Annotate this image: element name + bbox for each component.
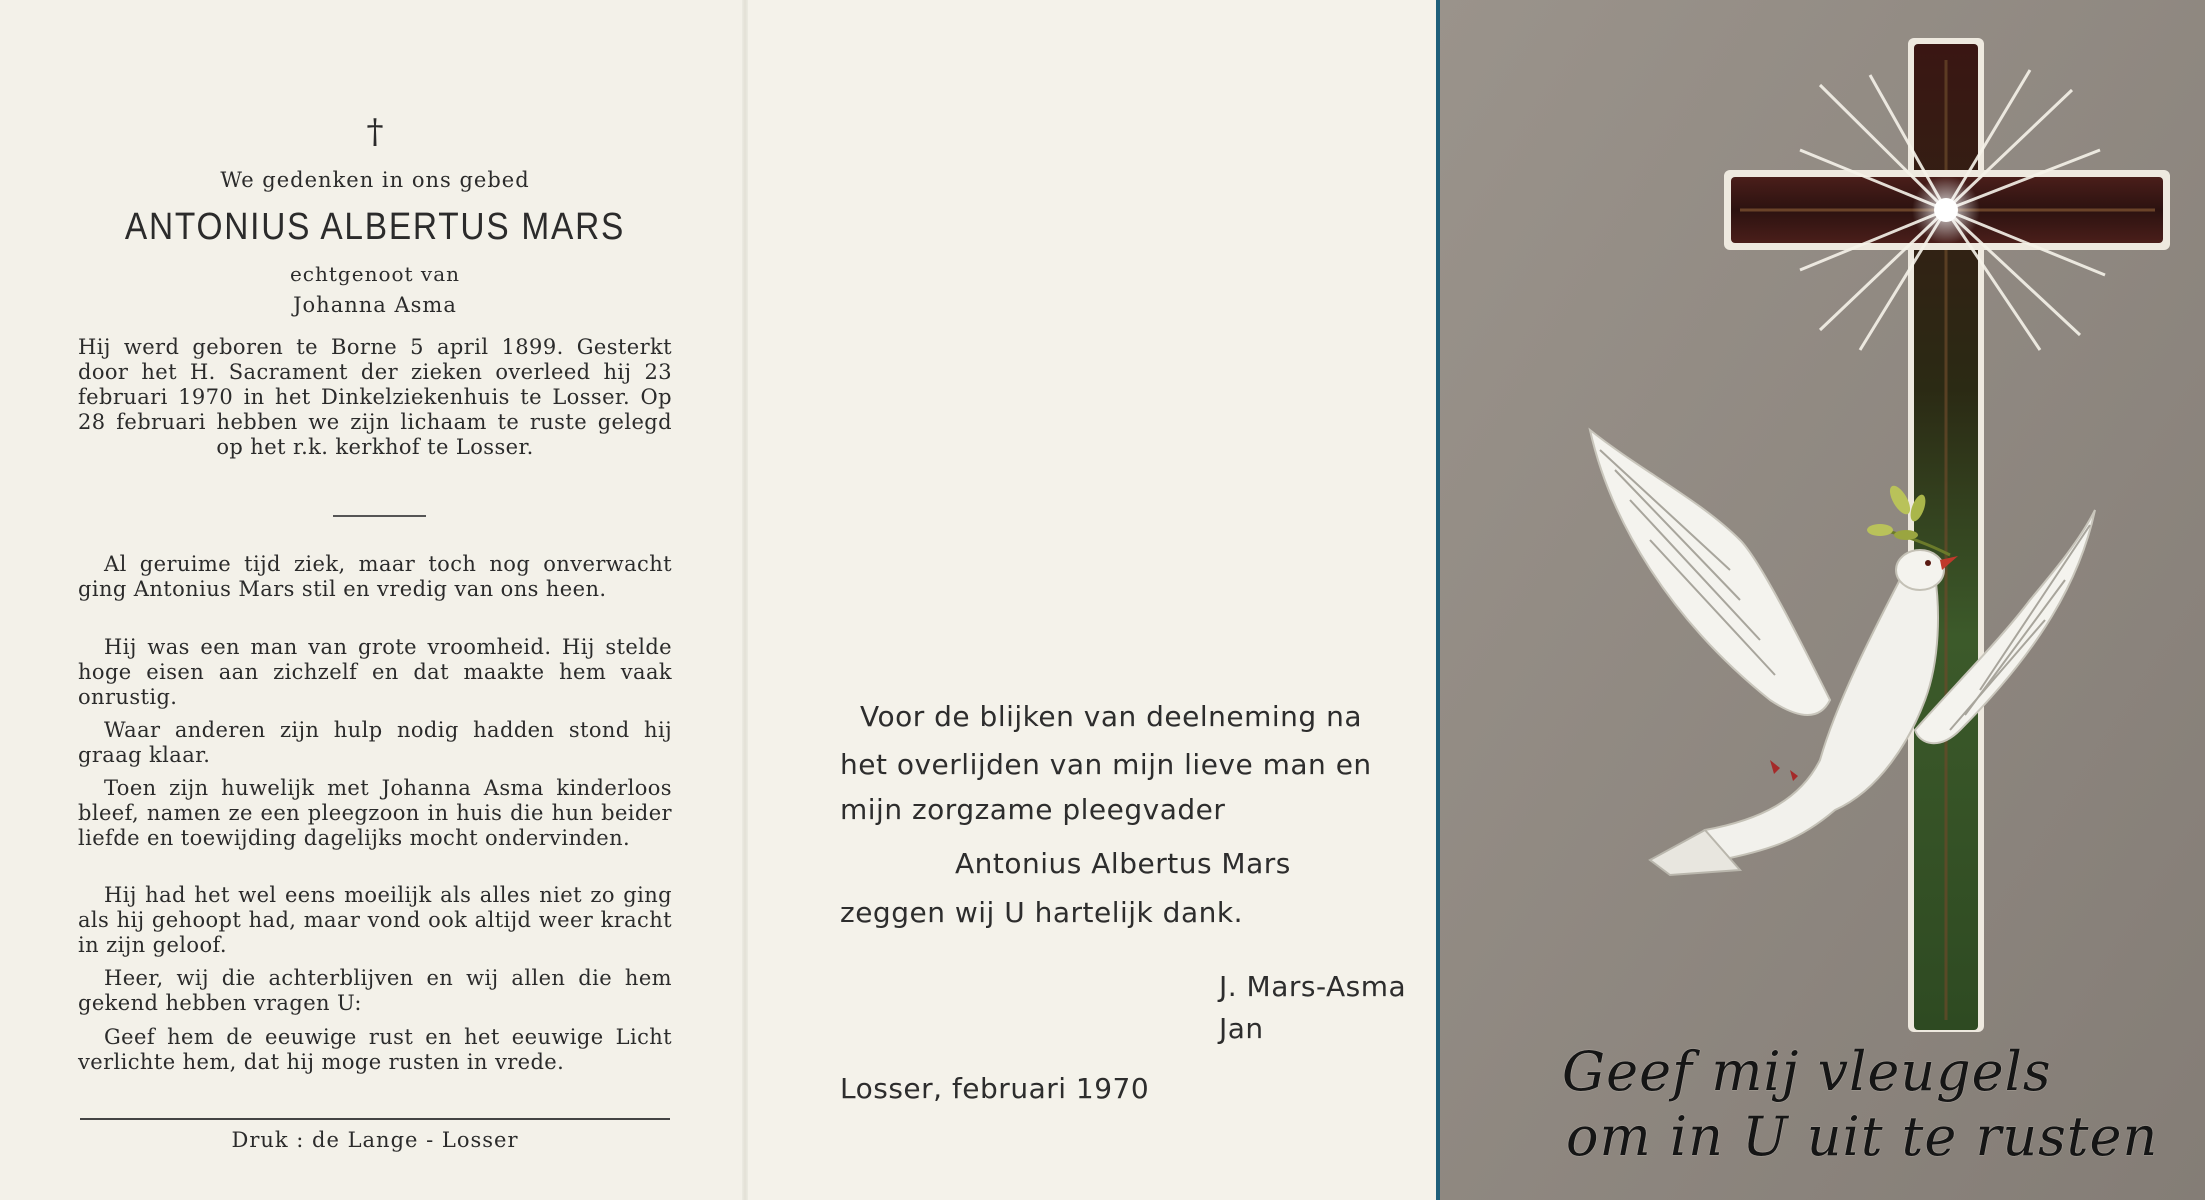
place-and-date: Losser, februari 1970	[840, 1072, 1150, 1105]
card-edge	[1436, 0, 1440, 1200]
paragraph: Al geruime tijd ziek, maar toch nog onverwacht ging Antonius Mars stil en vredig van ons heen.	[78, 552, 672, 601]
signature-foster-son: Jan	[1219, 1012, 1264, 1045]
thanks-line-3: mijn zorgzame pleegvader	[840, 793, 1226, 826]
thanks-line-4: zeggen wij U hartelijk dank.	[840, 896, 1243, 929]
cross-and-dove-artwork	[1440, 0, 2205, 1200]
thanks-line-1: Voor de blijken van deelneming na	[860, 700, 1362, 733]
prayer-paragraph: Geef hem de eeuwige rust en het eeuwige Licht verlichte hem, dat hij moge rusten in vrede.	[78, 1025, 672, 1074]
paragraph: Hij had het wel eens moeilijk als alles niet zo ging als hij gehoopt had, maar vond ook altijd weer kracht in zijn geloof.	[78, 883, 672, 957]
card-fold	[742, 0, 748, 1200]
divider	[333, 515, 426, 517]
motto-line-2: om in U uit te rusten	[1566, 1105, 2159, 1168]
right-panel	[1440, 0, 2205, 1200]
deceased-name: ANTONIUS ALBERTUS MARS	[124, 206, 626, 248]
bottom-rule	[80, 1118, 670, 1120]
paragraph: Heer, wij die achterblijven en wij allen die hem gekend hebben vragen U:	[78, 966, 672, 1015]
motto-line-1: Geef mij vleugels	[1562, 1040, 2052, 1103]
paragraph: Toen zijn huwelijk met Johanna Asma kinderloos bleef, namen ze een pleegzoon in huis die hun beider liefde en toewijding dagelijks mocht ondervinden.	[78, 776, 672, 850]
cross-mark: †	[366, 112, 384, 152]
printer-credit: Druk : de Lange - Losser	[231, 1128, 519, 1152]
biography: Hij werd geboren te Borne 5 april 1899. Gesterkt door het H. Sacrament der zieken overleed hij 23 februari 1970 in het Dinkelziekenhuis te Losser. Op 28 februari hebben we zijn lichaam te ruste gelegd op het r.k. kerkhof te Losser.	[78, 335, 672, 459]
paragraph: Hij was een man van grote vroomheid. Hij stelde hoge eisen aan zichzelf en dat maakte hem vaak onrustig.	[78, 635, 672, 709]
signature-widow: J. Mars-Asma	[1219, 970, 1407, 1003]
thanks-line-2: het overlijden van mijn lieve man en	[840, 748, 1372, 781]
memorial-intro: We gedenken in ons gebed	[220, 168, 530, 192]
spouse-label: echtgenoot van	[289, 262, 461, 286]
middle-panel	[745, 0, 1440, 1200]
spouse-name: Johanna Asma	[293, 293, 457, 317]
thanks-deceased-name: Antonius Albertus Mars	[955, 847, 1291, 880]
paragraph: Waar anderen zijn hulp nodig hadden stond hij graag klaar.	[78, 718, 672, 767]
